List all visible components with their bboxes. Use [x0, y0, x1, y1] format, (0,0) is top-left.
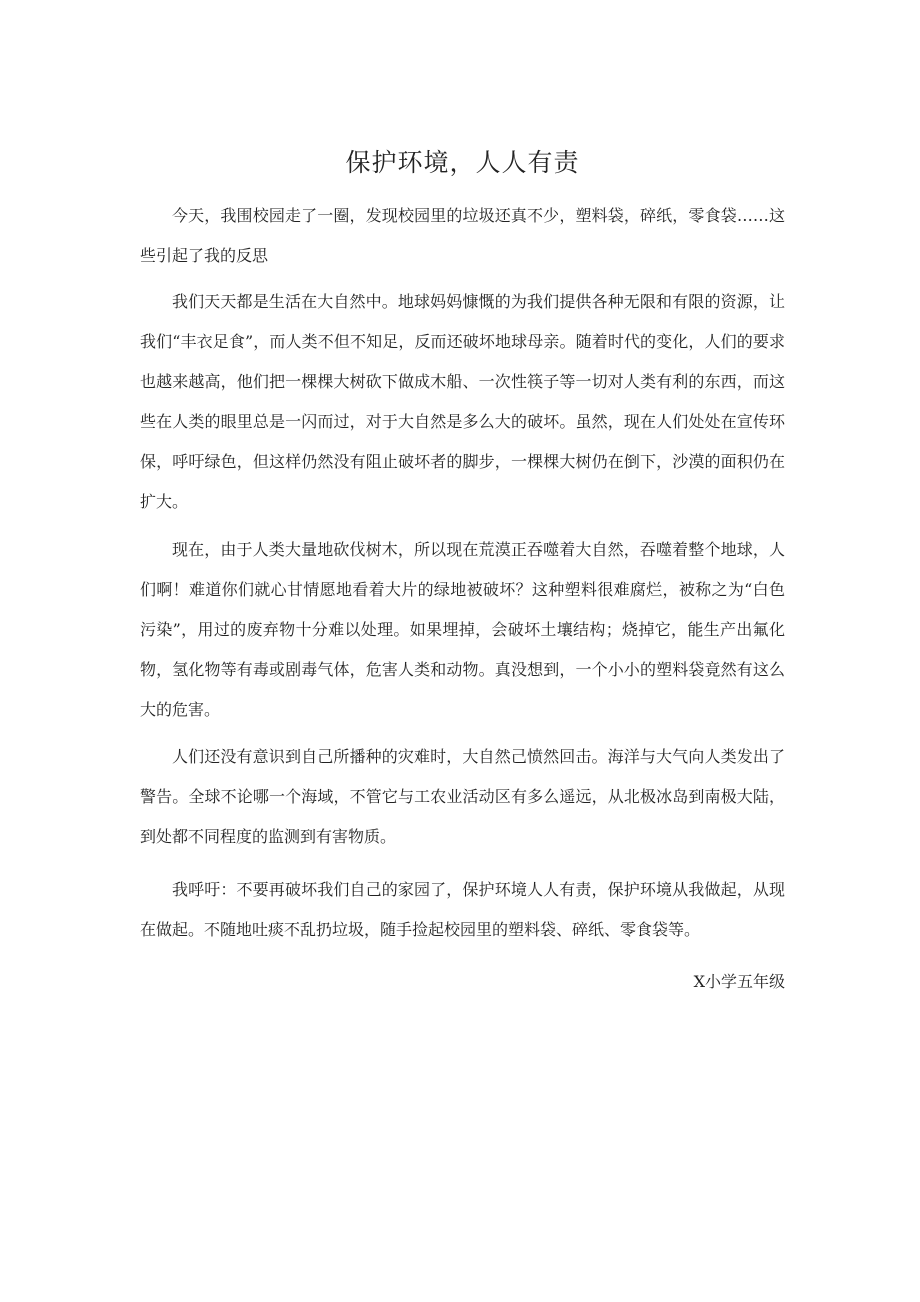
- document-page: [140, 0, 785, 1302]
- document-title: 保护环境，人人有责: [345, 148, 580, 177]
- signature: X小学五年级: [693, 972, 785, 991]
- paragraph-5: 我呼吁：不要再破坏我们自己的家园了，保护环境人人有责，保护环境从我做起，从现在做起。不随地吐痰不乱扔垃圾，随手捡起校园里的塑料袋、碎纸、零食袋等。: [140, 880, 785, 939]
- paragraph-3: 现在，由于人类大量地砍伐树木，所以现在荒漠正吞噬着大自然，吞噬着整个地球，人们啊！难道你们就心甘情愿地看着大片的绿地被破坏？这种塑料很难腐烂，被称之为“白色污染”，用过的废弃物十分难以处理。如果埋掉，会破坏土壤结构；烧掉它，能生产出氟化物，氢化物等有毒或剧毒气体，危害人类和动物。真没想到，一个小小的塑料袋竟然有这么大的危害。: [140, 540, 785, 719]
- paragraph-4: 人们还没有意识到自己所播种的灾难时，大自然己愤然回击。海洋与大气向人类发出了警告。全球不论哪一个海域，不管它与工农业活动区有多么遥远，从北极冰岛到南极大陆，到处都不同程度的监测到有害物质。: [140, 747, 785, 846]
- paragraph-2: 我们天天都是生活在大自然中。地球妈妈慷慨的为我们提供各种无限和有限的资源，让我们“丰衣足食”，而人类不但不知足，反而还破坏地球母亲。随着时代的变化，人们的要求也越来越高，他们把一棵棵大树砍下做成木船、一次性筷子等一切对人类有利的东西，而这些在人类的眼里总是一闪而过，对于大自然是多么大的破坏。虽然，现在人们处处在宣传环保，呼吁绿色，但这样仍然没有阻止破坏者的脚步，一棵棵大树仍在倒下，沙漠的面积仍在扩大。: [140, 292, 785, 511]
- paragraph-1: 今天，我围校园走了一圈，发现校园里的垃圾还真不少，塑料袋，碎纸，零食袋……这些引起了我的反思: [140, 206, 785, 265]
